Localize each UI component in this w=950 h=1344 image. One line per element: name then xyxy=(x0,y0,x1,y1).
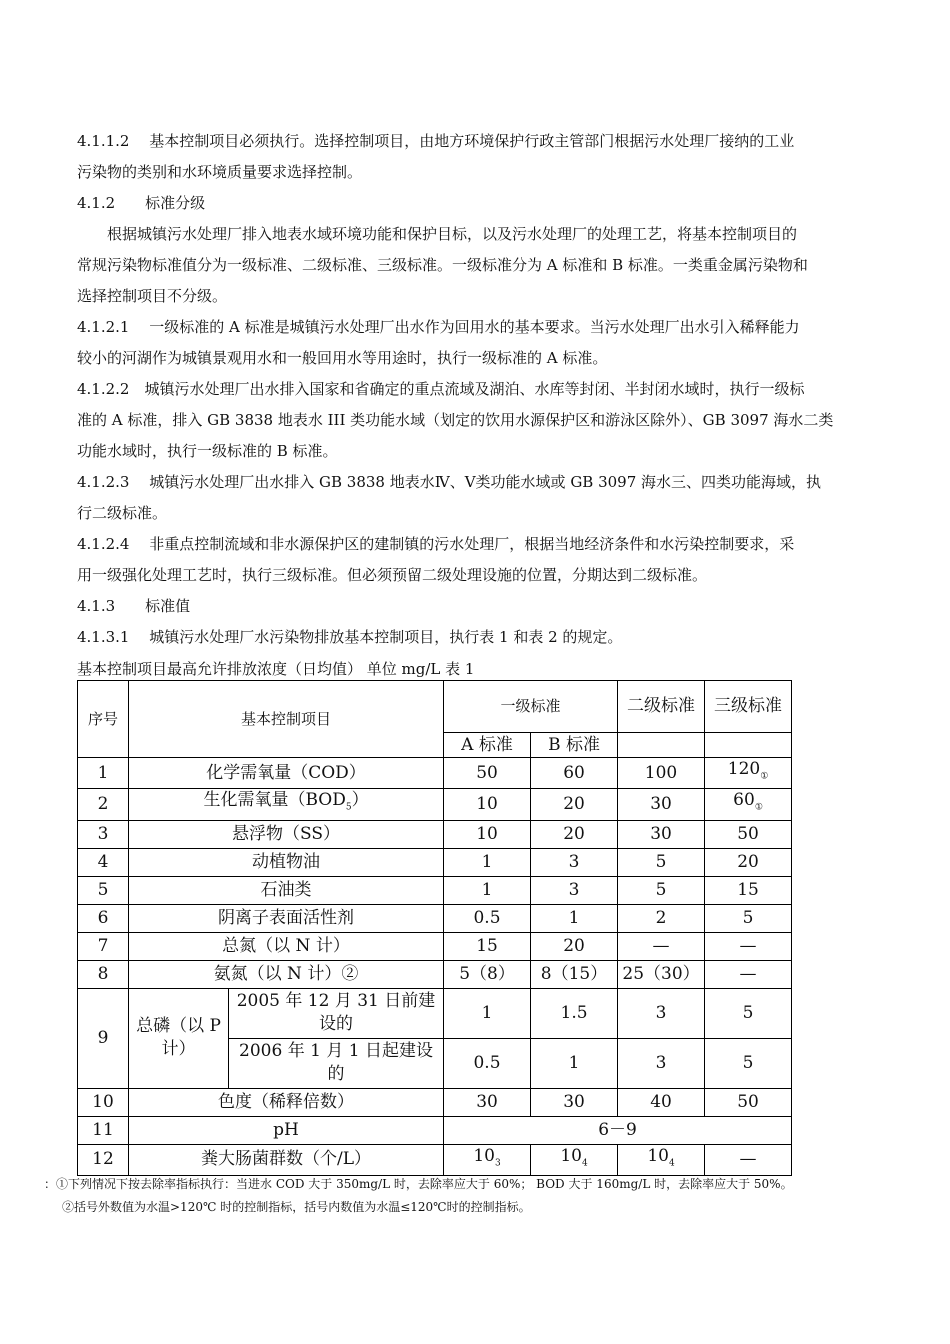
cell-no: 12 xyxy=(78,1144,129,1175)
header-no: 序号 xyxy=(78,681,129,758)
cell-item: 化学需氧量（COD） xyxy=(129,758,444,789)
cell-a: 0.5 xyxy=(444,904,531,932)
cell-grade3: 50 xyxy=(705,820,792,848)
cell-grade2: 3 xyxy=(618,1038,705,1088)
item-text: 生化需氧量（BOD xyxy=(203,790,346,811)
cell-b xyxy=(531,1144,618,1175)
text-line: 4.1.3.1 城镇污水处理厂水污染物排放基本控制项目，执行表 1 和表 2 的规定。 xyxy=(77,628,623,646)
cell-no: 1 xyxy=(78,758,129,789)
value: 10 xyxy=(560,1145,582,1166)
note-mark: ① xyxy=(754,802,763,813)
cell-item: 阴离子表面活性剂 xyxy=(129,904,444,932)
table-row xyxy=(78,876,792,904)
value: 10 xyxy=(473,1145,495,1166)
cell-grade3: — xyxy=(705,932,792,960)
cell-no: 5 xyxy=(78,876,129,904)
cell-grade2: 2 xyxy=(618,904,705,932)
cell-grade3: 20 xyxy=(705,848,792,876)
text-line: 行二级标准。 xyxy=(77,504,168,522)
cell-a: 5（8） xyxy=(444,960,531,988)
cell-a: 15 xyxy=(444,932,531,960)
exponent: 3 xyxy=(494,1158,501,1169)
cell-grade3: 15 xyxy=(705,876,792,904)
cell-item: 总磷（以 P 计） xyxy=(129,988,229,1088)
text-line: 常规污染物标准值分为一级标准、二级标准、三级标准。一级标准分为 A 标准和 B 标准。一类重金属污染物和 xyxy=(77,256,808,274)
paragraph-4-1-3-1 xyxy=(77,622,887,653)
paragraph-4-1-2-3 xyxy=(77,467,887,529)
cell-a xyxy=(444,1144,531,1175)
text-line: 较小的河湖作为城镇景观用水和一般回用水等用途时，执行一级标准的 A 标准。 xyxy=(77,349,608,367)
cell-a: 1 xyxy=(444,848,531,876)
table-row xyxy=(78,1088,792,1116)
cell-grade2: 5 xyxy=(618,876,705,904)
table-row xyxy=(78,960,792,988)
paragraph-4-1-2 xyxy=(77,219,887,312)
paragraph-4-1-2-1 xyxy=(77,312,887,374)
cell-grade2: 100 xyxy=(618,758,705,789)
cell-b: 20 xyxy=(531,820,618,848)
cell-grade2: 30 xyxy=(618,789,705,820)
header-grade2: 二级标准 xyxy=(618,681,705,733)
cell-a: 50 xyxy=(444,758,531,789)
table-row xyxy=(78,848,792,876)
heading-4-1-3 xyxy=(77,591,887,622)
table-row xyxy=(78,789,792,820)
text-line: 根据城镇污水处理厂排入地表水域环境功能和保护目标，以及污水处理厂的处理工艺，将基本控制项目的 xyxy=(77,225,798,243)
cell-b: 1.5 xyxy=(531,988,618,1038)
cell-no: 10 xyxy=(78,1088,129,1116)
cell-b: 20 xyxy=(531,932,618,960)
table-row xyxy=(78,932,792,960)
cell-b: 3 xyxy=(531,848,618,876)
table-row xyxy=(78,758,792,789)
table-row xyxy=(78,904,792,932)
cell-item: 粪大肠菌群数（个/L） xyxy=(129,1144,444,1175)
value: 60 xyxy=(733,790,755,811)
cell-b: 30 xyxy=(531,1088,618,1116)
cell-subitem: 2005 年 12 月 31 日前建设的 xyxy=(229,988,444,1038)
header-empty xyxy=(618,733,705,758)
cell-a: 1 xyxy=(444,988,531,1038)
text-line: 准的 A 标准，排入 GB 3838 地表水 III 类功能水域（划定的饮用水源保护区和游泳区除外）、GB 3097 海水二类 xyxy=(77,411,834,429)
header-empty xyxy=(705,733,792,758)
heading-4-1-2 xyxy=(77,188,887,219)
header-a: A 标准 xyxy=(444,733,531,758)
cell-no: 8 xyxy=(78,960,129,988)
cell-item xyxy=(129,789,444,820)
subscript: 5 xyxy=(345,802,352,813)
cell-a: 1 xyxy=(444,876,531,904)
value: 120 xyxy=(727,759,761,779)
value: 10 xyxy=(647,1145,669,1166)
cell-b: 60 xyxy=(531,758,618,789)
table-row xyxy=(78,1144,792,1175)
cell-no: 11 xyxy=(78,1116,129,1144)
cell-no: 7 xyxy=(78,932,129,960)
text-line: 4.1.2.4 非重点控制流域和非水源保护区的建制镇的污水处理厂，根据当地经济条件和水污染控制要求，采 xyxy=(77,535,795,553)
header-b: B 标准 xyxy=(531,733,618,758)
cell-a: 0.5 xyxy=(444,1038,531,1088)
cell-grade3: 5 xyxy=(705,904,792,932)
cell-b: 20 xyxy=(531,789,618,820)
exponent: 4 xyxy=(581,1158,588,1169)
standards-table xyxy=(77,680,792,1176)
heading-text: 4.1.2 标准分级 xyxy=(77,194,206,212)
cell-no: 6 xyxy=(78,904,129,932)
text-line: 4.1.2.3 城镇污水处理厂出水排入 GB 3838 地表水Ⅳ、Ⅴ类功能水域或 GB 3097 海水三、四类功能海域，执 xyxy=(77,473,822,491)
cell-a: 30 xyxy=(444,1088,531,1116)
cell-b: 8（15） xyxy=(531,960,618,988)
cell-item: 动植物油 xyxy=(129,848,444,876)
text-line: 选择控制项目不分级。 xyxy=(77,287,228,305)
header-grade1: 一级标准 xyxy=(444,681,618,733)
cell-grade2: 3 xyxy=(618,988,705,1038)
paragraph-4-1-2-4 xyxy=(77,529,887,591)
cell-no: 2 xyxy=(78,789,129,820)
cell-grade3 xyxy=(705,789,792,820)
cell-range: 6－9 xyxy=(444,1116,792,1144)
cell-item: 总氮（以 N 计） xyxy=(129,932,444,960)
text-line: 用一级强化处理工艺时，执行三级标准。但必须预留二级处理设施的位置，分期达到二级标准。 xyxy=(77,566,708,584)
cell-item: pH xyxy=(129,1116,444,1144)
paragraph-4-1-2-2 xyxy=(77,374,887,467)
cell-b: 1 xyxy=(531,1038,618,1088)
table-row xyxy=(78,1116,792,1144)
table-note-2: ②括号外数值为水温>120℃ 时的控制指标，括号内数值为水温≤120℃时的控制指标。 xyxy=(62,1200,531,1214)
cell-item: 氨氮（以 N 计）② xyxy=(129,960,444,988)
cell-grade2: 30 xyxy=(618,820,705,848)
cell-item: 悬浮物（SS） xyxy=(129,820,444,848)
cell-b: 1 xyxy=(531,904,618,932)
cell-grade2: — xyxy=(618,932,705,960)
text-line: 功能水域时，执行一级标准的 B 标准。 xyxy=(77,442,338,460)
text-line: 4.1.2.2 城镇污水处理厂出水排入国家和省确定的重点流域及湖泊、水库等封闭、半封闭水域时，执行一级标 xyxy=(77,380,805,398)
table-header-row xyxy=(78,681,792,733)
cell-grade3 xyxy=(705,758,792,789)
text-line: 4.1.1.2 基本控制项目必须执行。选择控制项目，由地方环境保护行政主管部门根据污水处理厂接纳的工业 xyxy=(77,132,795,150)
text-line: 4.1.2.1 一级标准的 A 标准是城镇污水处理厂出水作为回用水的基本要求。当污水处理厂出水引入稀释能力 xyxy=(77,318,800,336)
paragraph-4-1-1-2 xyxy=(77,126,887,188)
cell-grade3: 50 xyxy=(705,1088,792,1116)
cell-grade2: 25（30） xyxy=(618,960,705,988)
table-caption: 基本控制项目最高允许排放浓度（日均值） 单位 mg/L 表 1 xyxy=(77,660,475,678)
cell-a: 10 xyxy=(444,820,531,848)
table-row xyxy=(78,988,792,1038)
table-note-1: ：①下列情况下按去除率指标执行：当进水 COD 大于 350mg/L 时，去除率应大于 60%； BOD 大于 160mg/L 时，去除率应大于 50%。 xyxy=(44,1177,793,1191)
cell-no: 4 xyxy=(78,848,129,876)
cell-grade2: 5 xyxy=(618,848,705,876)
cell-subitem: 2006 年 1 月 1 日起建设的 xyxy=(229,1038,444,1088)
table-row xyxy=(78,820,792,848)
cell-a: 10 xyxy=(444,789,531,820)
cell-grade3: — xyxy=(705,1144,792,1175)
cell-no: 9 xyxy=(78,988,129,1088)
cell-b: 3 xyxy=(531,876,618,904)
cell-grade3: 5 xyxy=(705,1038,792,1088)
cell-grade2: 40 xyxy=(618,1088,705,1116)
exponent: 4 xyxy=(668,1158,675,1169)
cell-grade3: — xyxy=(705,960,792,988)
header-item: 基本控制项目 xyxy=(129,681,444,758)
cell-grade2 xyxy=(618,1144,705,1175)
cell-no: 3 xyxy=(78,820,129,848)
item-text-end: ） xyxy=(351,790,369,811)
header-grade3: 三级标准 xyxy=(705,681,792,733)
cell-grade3: 5 xyxy=(705,988,792,1038)
cell-item: 色度（稀释倍数） xyxy=(129,1088,444,1116)
cell-item: 石油类 xyxy=(129,876,444,904)
heading-text: 4.1.3 标准值 xyxy=(77,597,191,615)
text-line: 污染物的类别和水环境质量要求选择控制。 xyxy=(77,163,363,181)
note-mark: ① xyxy=(760,771,769,782)
